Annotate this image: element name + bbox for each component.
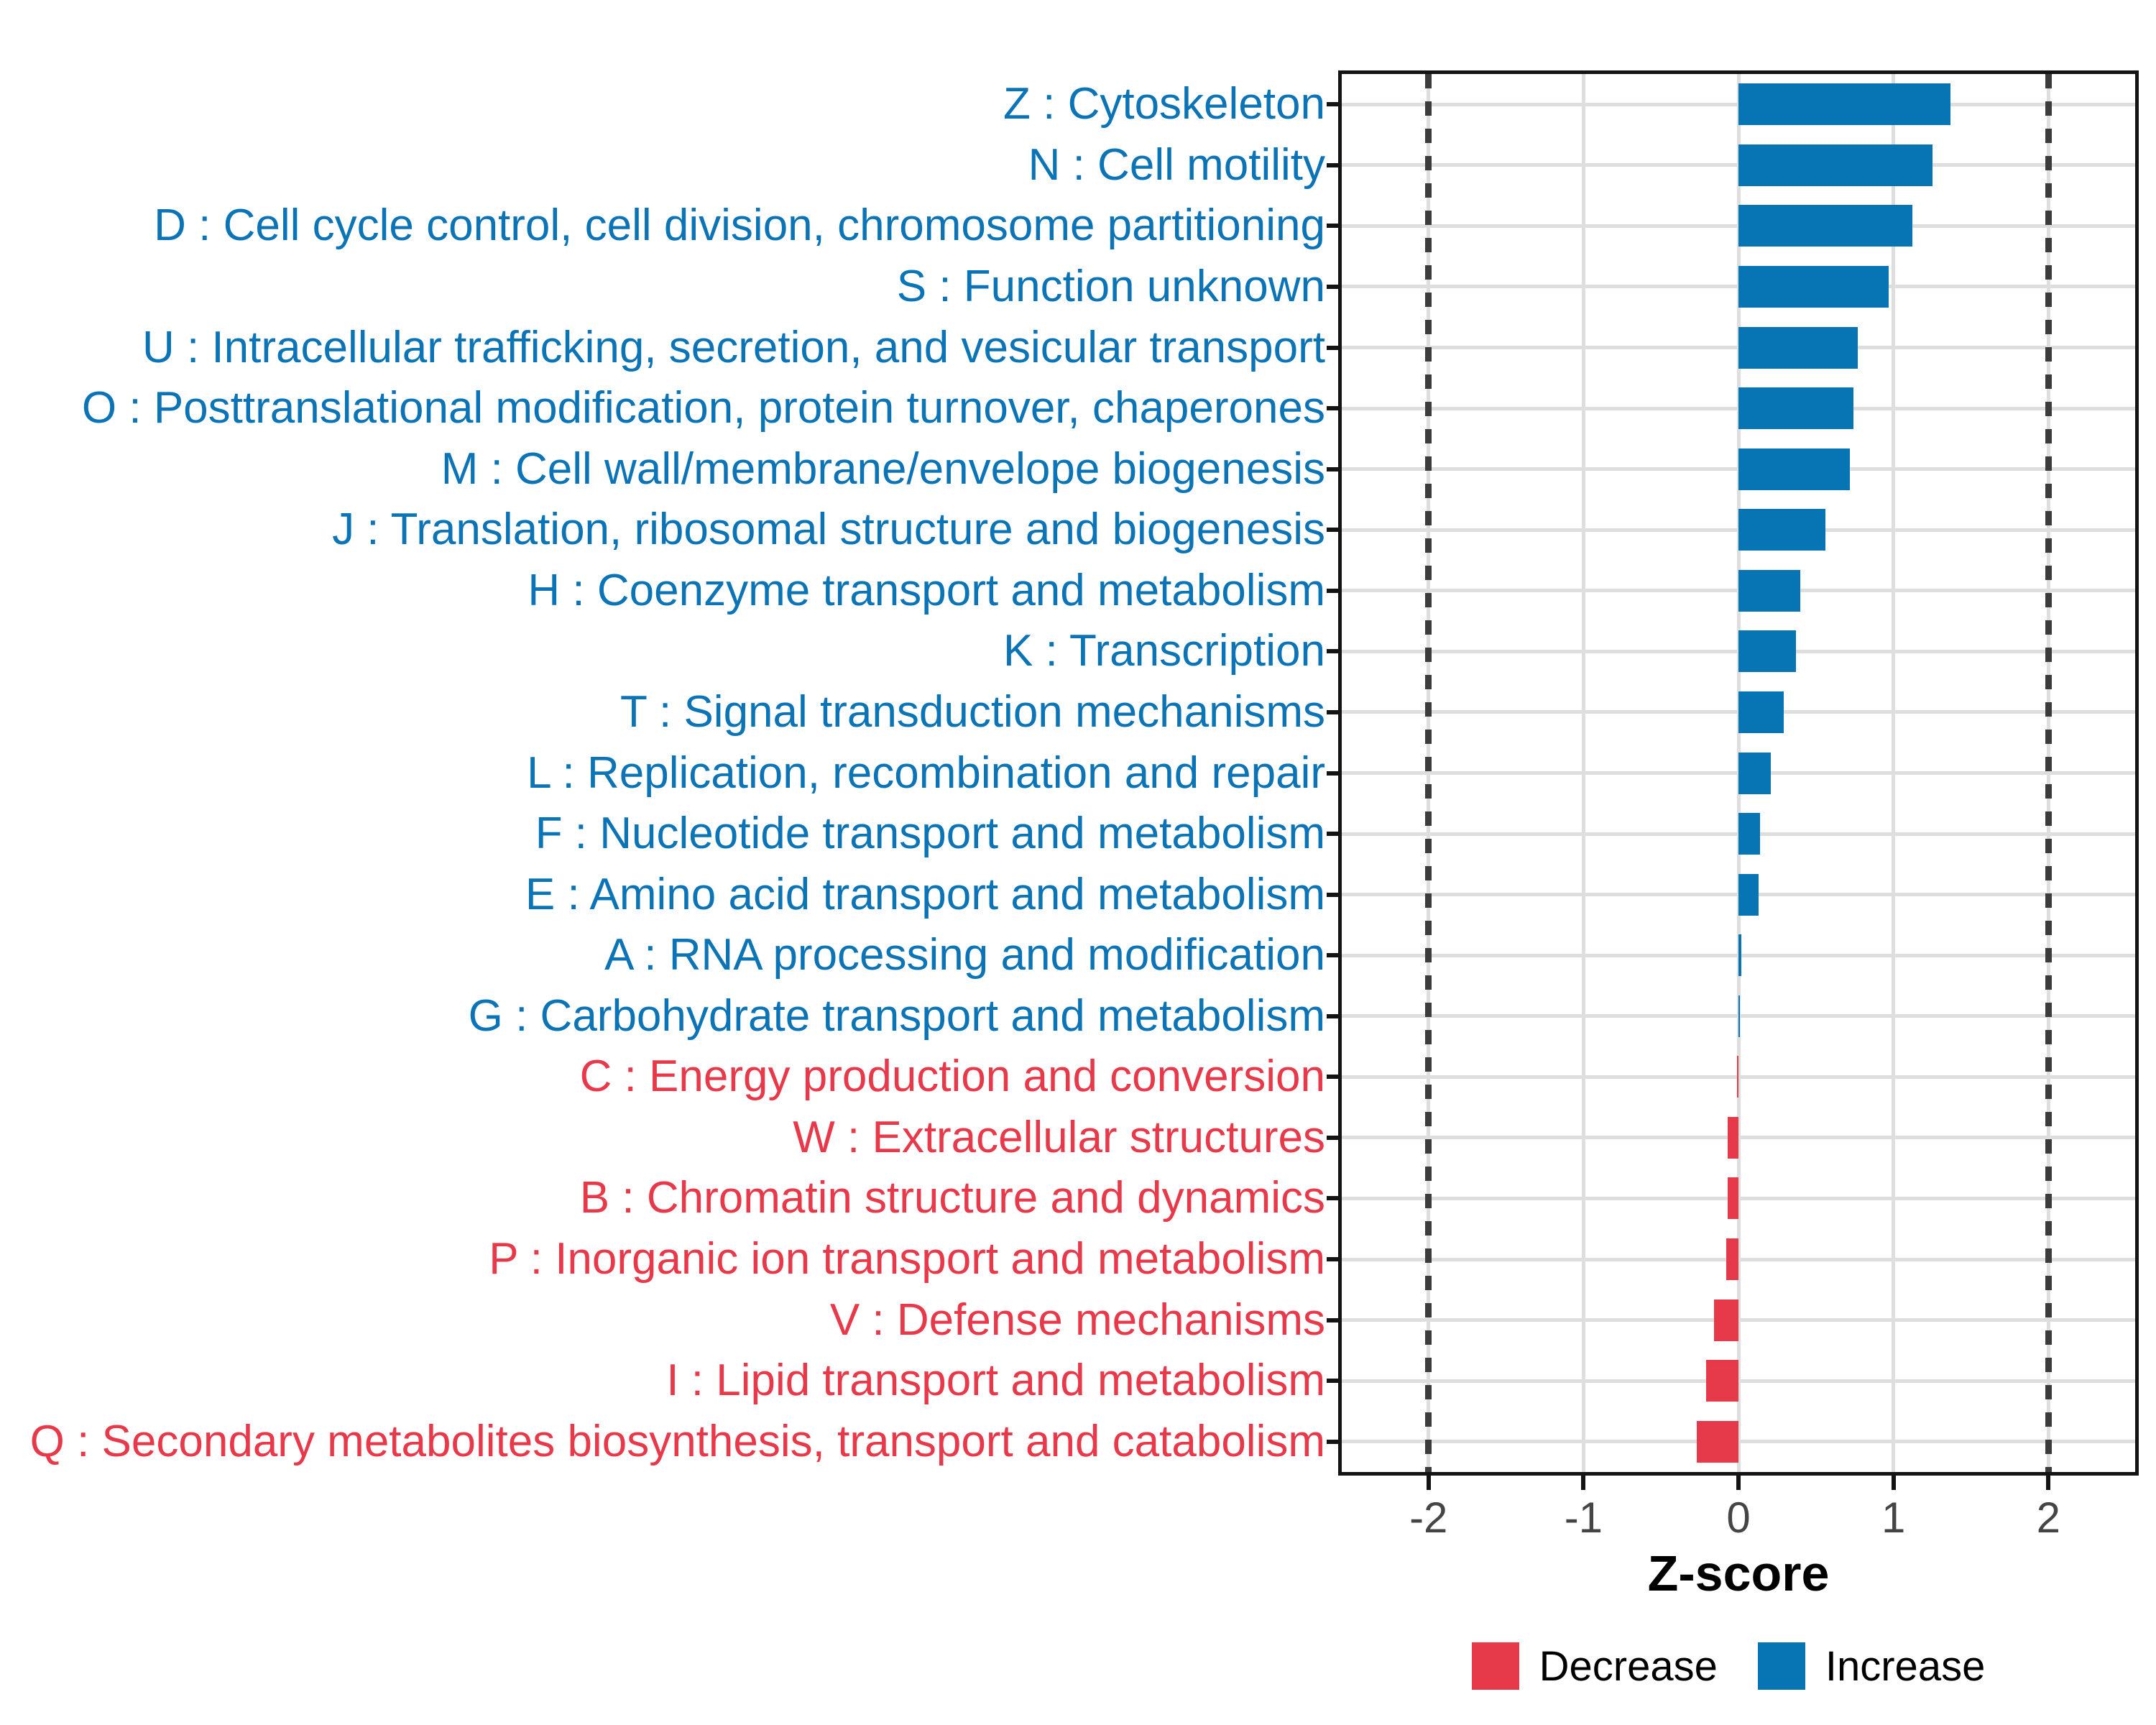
bar-S [1738,266,1889,308]
y-tick [1327,1014,1338,1018]
y-tick [1327,1257,1338,1261]
legend-label-decrease: Decrease [1539,1642,1718,1690]
category-label-U: U : Intracellular trafficking, secretion, and vesicular transport [142,322,1325,372]
category-label-S: S : Function unknown [896,261,1325,311]
y-tick [1327,1196,1338,1200]
x-tick [2046,1476,2050,1490]
x-axis-title: Z-score [1647,1545,1830,1601]
y-tick [1327,832,1338,836]
y-tick [1327,163,1338,167]
bar-N [1738,144,1932,186]
y-tick [1327,346,1338,350]
y-tick [1327,589,1338,593]
category-label-K: K : Transcription [1003,626,1325,676]
bar-E [1738,874,1759,916]
category-label-V: V : Defense mechanisms [829,1294,1325,1345]
y-tick [1327,953,1338,957]
y-tick [1327,1136,1338,1140]
plot-panel [1338,70,2139,1476]
bar-M [1738,448,1850,490]
plot-area [1342,74,2135,1472]
x-tick [1892,1476,1896,1490]
bar-Q [1697,1421,1738,1463]
v-gridline [1582,74,1585,1472]
legend-swatch-decrease [1472,1642,1519,1690]
category-label-C: C : Energy production and conversion [579,1052,1325,1102]
y-tick [1327,467,1338,472]
legend [1338,1642,2139,1690]
x-tick-label: 2 [2036,1494,2060,1542]
y-tick [1327,406,1338,410]
bar-T [1738,691,1784,733]
y-tick [1327,710,1338,714]
category-label-M: M : Cell wall/membrane/envelope biogenesis [441,443,1325,494]
bar-V [1714,1300,1739,1341]
category-label-A: A : RNA processing and modification [604,930,1325,980]
bar-G [1738,995,1740,1037]
y-tick [1327,893,1338,897]
bar-J [1738,509,1825,551]
y-tick [1327,1318,1338,1322]
y-tick [1327,1075,1338,1079]
y-tick [1327,528,1338,532]
category-label-W: W : Extracellular structures [793,1112,1325,1162]
threshold-dashed-line [2045,74,2052,1472]
bar-K [1738,630,1796,672]
y-tick [1327,285,1338,289]
bar-C [1737,1056,1738,1098]
y-tick [1327,1379,1338,1383]
bar-B [1728,1177,1738,1219]
v-gridline [1892,74,1895,1472]
category-label-P: P : Inorganic ion transport and metabolism [489,1234,1325,1284]
bar-O [1738,387,1853,429]
category-label-Q: Q : Secondary metabolites biosynthesis, transport and catabolism [29,1416,1325,1466]
category-label-B: B : Chromatin structure and dynamics [579,1173,1325,1223]
category-label-O: O : Posttranslational modification, protein turnover, chaperones [81,383,1325,433]
category-label-D: D : Cell cycle control, cell division, chromosome partitioning [154,201,1325,251]
x-tick [1736,1476,1741,1490]
category-label-N: N : Cell motility [1028,139,1325,190]
bar-A [1738,934,1741,976]
y-tick [1327,771,1338,776]
x-tick [1581,1476,1585,1490]
y-tick [1327,224,1338,228]
bar-P [1726,1238,1738,1280]
x-tick-label: 1 [1881,1494,1906,1542]
x-tick-label: -2 [1409,1494,1448,1542]
y-tick [1327,1440,1338,1444]
category-label-G: G : Carbohydrate transport and metabolism [468,990,1325,1041]
bar-D [1738,205,1912,247]
category-label-L: L : Replication, recombination and repair [527,748,1325,798]
threshold-dashed-line [1425,74,1432,1472]
y-tick [1327,102,1338,106]
bar-U [1738,327,1858,369]
bar-L [1738,753,1771,794]
category-label-H: H : Coenzyme transport and metabolism [528,565,1325,615]
category-label-J: J : Translation, ribosomal structure and biogenesis [332,505,1325,555]
bar-F [1738,813,1760,855]
category-label-Z: Z : Cytoskeleton [1003,79,1325,129]
bar-H [1738,570,1800,612]
x-tick-label: 0 [1726,1494,1751,1542]
category-label-T: T : Signal transduction mechanisms [620,686,1325,737]
bar-Z [1738,83,1950,125]
x-tick [1427,1476,1431,1490]
category-label-E: E : Amino acid transport and metabolism [525,869,1325,919]
y-tick [1327,649,1338,653]
category-label-F: F : Nucleotide transport and metabolism [535,809,1325,859]
legend-label-increase: Increase [1825,1642,1986,1690]
bar-W [1728,1117,1738,1159]
x-tick-label: -1 [1564,1494,1603,1542]
bar-I [1706,1360,1738,1402]
legend-swatch-increase [1758,1642,1805,1690]
category-label-I: I : Lipid transport and metabolism [666,1356,1325,1406]
